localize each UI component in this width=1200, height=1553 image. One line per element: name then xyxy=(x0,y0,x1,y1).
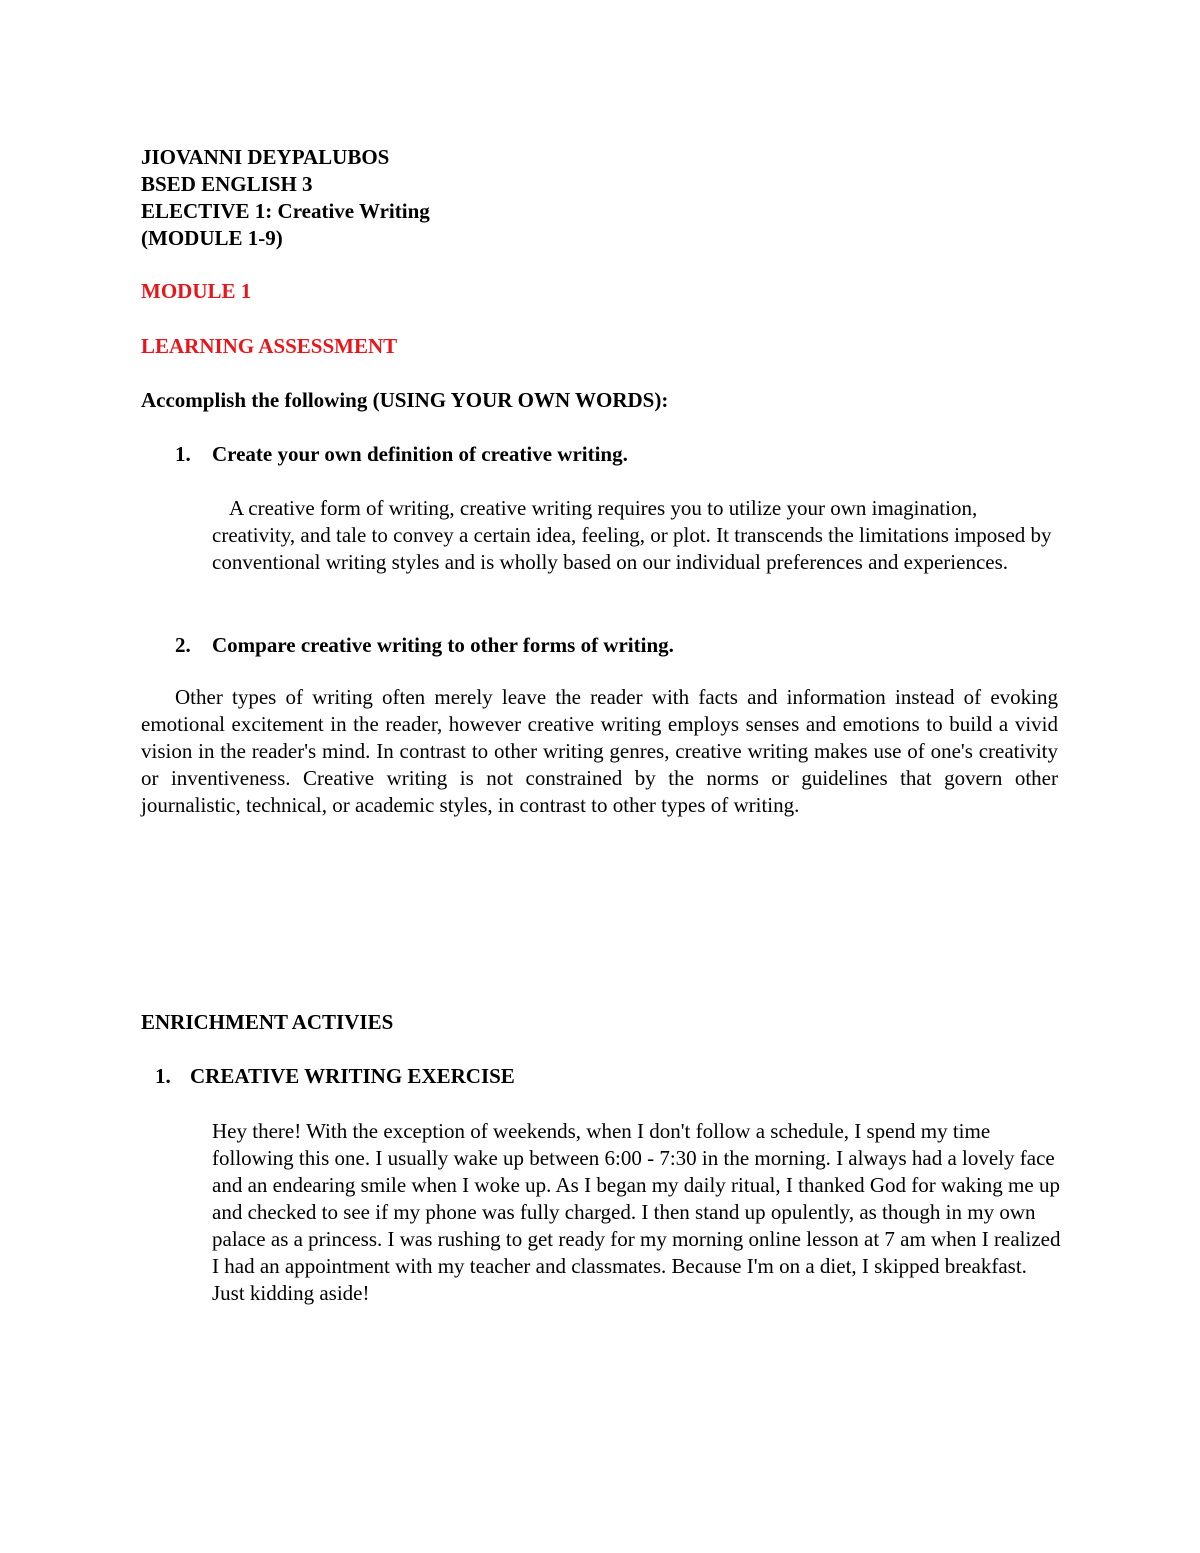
enrichment-title: ENRICHMENT ACTIVIES xyxy=(141,1010,394,1034)
question-number: 1. xyxy=(175,442,191,466)
course-line: BSED ENGLISH 3 xyxy=(141,172,313,196)
module-title: MODULE 1 xyxy=(141,279,252,303)
question-number: 2. xyxy=(175,633,191,657)
assessment-title: LEARNING ASSESSMENT xyxy=(141,334,398,358)
exercise-number: 1. xyxy=(155,1064,171,1088)
answer-paragraph: Other types of writing often merely leave the reader with facts and information instead of evoking emotional excitement in the reader, however creative writing employs senses and emotions to build a vivid vision in the reader's mind. In contrast to other writing genres, creative writing makes use of one's creativity or inventiveness. Creative writing is not constrained by the norms or guidelines that govern other journalistic, technical, or academic styles, in contrast to other types of writing. xyxy=(141,685,1058,817)
question-text: Compare creative writing to other forms of writing. xyxy=(212,633,674,657)
modules-line: (MODULE 1-9) xyxy=(141,226,283,250)
question-text: Create your own definition of creative writing. xyxy=(212,442,628,466)
student-name: JIOVANNI DEYPALUBOS xyxy=(141,145,390,169)
exercise-title: CREATIVE WRITING EXERCISE xyxy=(190,1064,515,1088)
subject-line: ELECTIVE 1: Creative Writing xyxy=(141,199,430,223)
answer-paragraph: A creative form of writing, creative writing requires you to utilize your own imagination, creativity, and tale to convey a certain idea, feeling, or plot. It transcends the limitations imposed by conventional writing styles and is wholly based on our individual preferences and experiences. xyxy=(212,496,1052,574)
exercise-paragraph: Hey there! With the exception of weekends, when I don't follow a schedule, I spend my time following this one. I usually wake up between 6:00 - 7:30 in the morning. I always had a lovely face and an endearing smile when I woke up. As I began my daily ritual, I thanked God for waking me up and checked to see if my phone was fully charged. I then stand up opulently, as though in my own palace as a princess. I was rushing to get ready for my morning online lesson at 7 am when I realized I had an appointment with my teacher and classmates. Because I'm on a diet, I skipped breakfast. Just kidding aside! xyxy=(212,1119,1061,1305)
instruction-text: Accomplish the following (USING YOUR OWN WORDS): xyxy=(141,388,669,412)
